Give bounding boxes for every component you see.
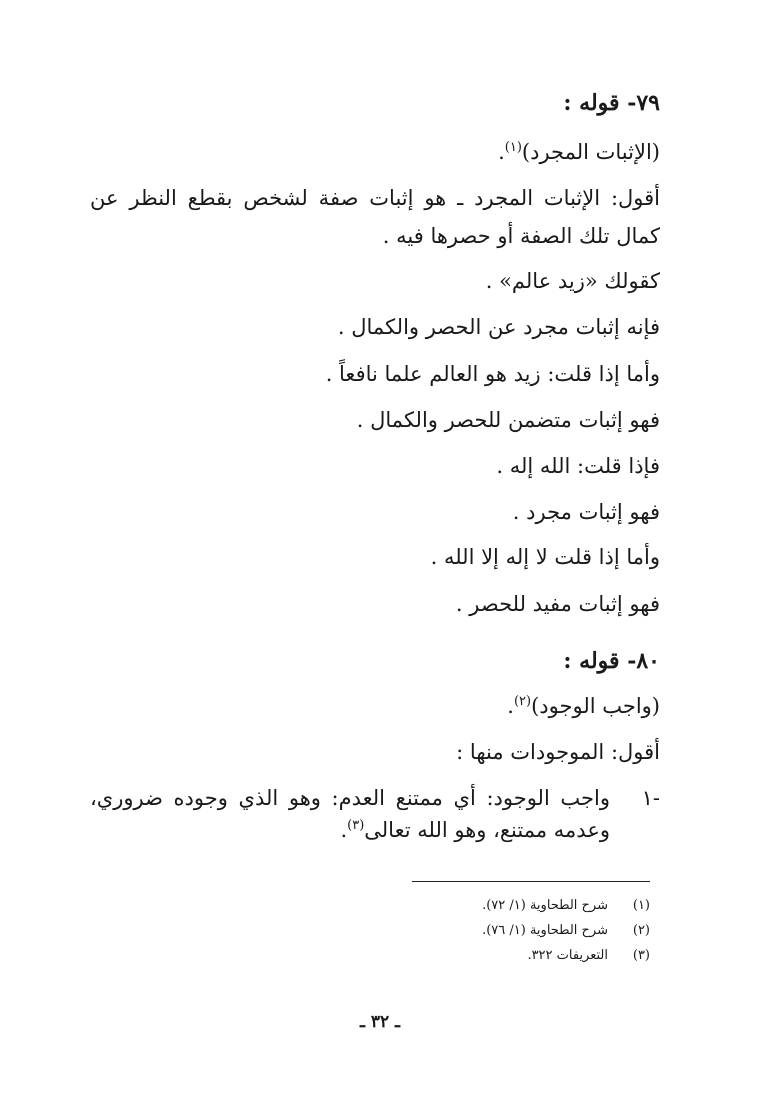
list-item-text: وعدمه ممتنع، وهو الله تعالى xyxy=(364,818,610,842)
section-heading-79: ٧٩- قوله : xyxy=(563,90,660,116)
list-item-end: . xyxy=(340,818,348,842)
paragraph-line: أقول: الموجودات منها : xyxy=(456,740,660,764)
quote-end: . xyxy=(507,694,514,718)
footnote-divider xyxy=(412,881,650,882)
footnote-number: (٢) xyxy=(632,923,650,938)
quote-80 xyxy=(507,691,660,721)
paragraph-line: كمال تلك الصفة أو حصرها فيه . xyxy=(382,224,660,248)
paragraph-line: فهو إثبات مفيد للحصر . xyxy=(455,592,660,616)
footnote-number: (٣) xyxy=(632,948,650,963)
footnote-ref-2[interactable]: (٢) xyxy=(513,694,532,709)
footnote xyxy=(482,896,650,916)
page-number: ـ ٣٢ ـ xyxy=(359,1012,401,1032)
paragraph-line: فهو إثبات متضمن للحصر والكمال . xyxy=(356,408,660,432)
paragraph-line: فإنه إثبات مجرد عن الحصر والكمال . xyxy=(337,315,660,339)
footnote-ref-3[interactable]: (٣) xyxy=(347,818,365,833)
quote-end: . xyxy=(498,140,505,164)
quote-text: (الإثبات المجرد) xyxy=(521,140,660,164)
footnote xyxy=(527,946,650,966)
list-item-number: ١- xyxy=(641,786,660,810)
section-heading-80: ٨٠- قوله : xyxy=(563,648,660,674)
paragraph-line: وأما إذا قلت لا إله إلا الله . xyxy=(430,545,660,569)
paragraph-line: كقولك «زيد عالم» . xyxy=(485,269,660,293)
paragraph-line: وأما إذا قلت: زيد هو العالم علما نافعاً . xyxy=(325,362,660,386)
footnote-text: شرح الطحاوية (١/ ٧٢). xyxy=(482,898,608,913)
footnote-number: (١) xyxy=(632,898,650,913)
footnote-ref-1[interactable]: (١) xyxy=(504,140,522,155)
quote-text: (واجب الوجود) xyxy=(531,694,660,718)
footnote-text: التعريفات ٣٢٢. xyxy=(527,948,608,963)
paragraph-line: فإذا قلت: الله إله . xyxy=(496,454,660,478)
footnote xyxy=(482,921,650,941)
paragraph-line: فهو إثبات مجرد . xyxy=(512,500,660,524)
paragraph-line: أقول: الإثبات المجرد ـ هو إثبات صفة لشخص بقطع النظر عن xyxy=(90,186,660,210)
list-item-line: واجب الوجود: أي ممتنع العدم: وهو الذي وجوده ضروري، xyxy=(90,786,610,810)
quote-79 xyxy=(498,137,660,167)
footnote-text: شرح الطحاوية (١/ ٧٦). xyxy=(482,923,608,938)
list-item-line xyxy=(340,815,610,845)
